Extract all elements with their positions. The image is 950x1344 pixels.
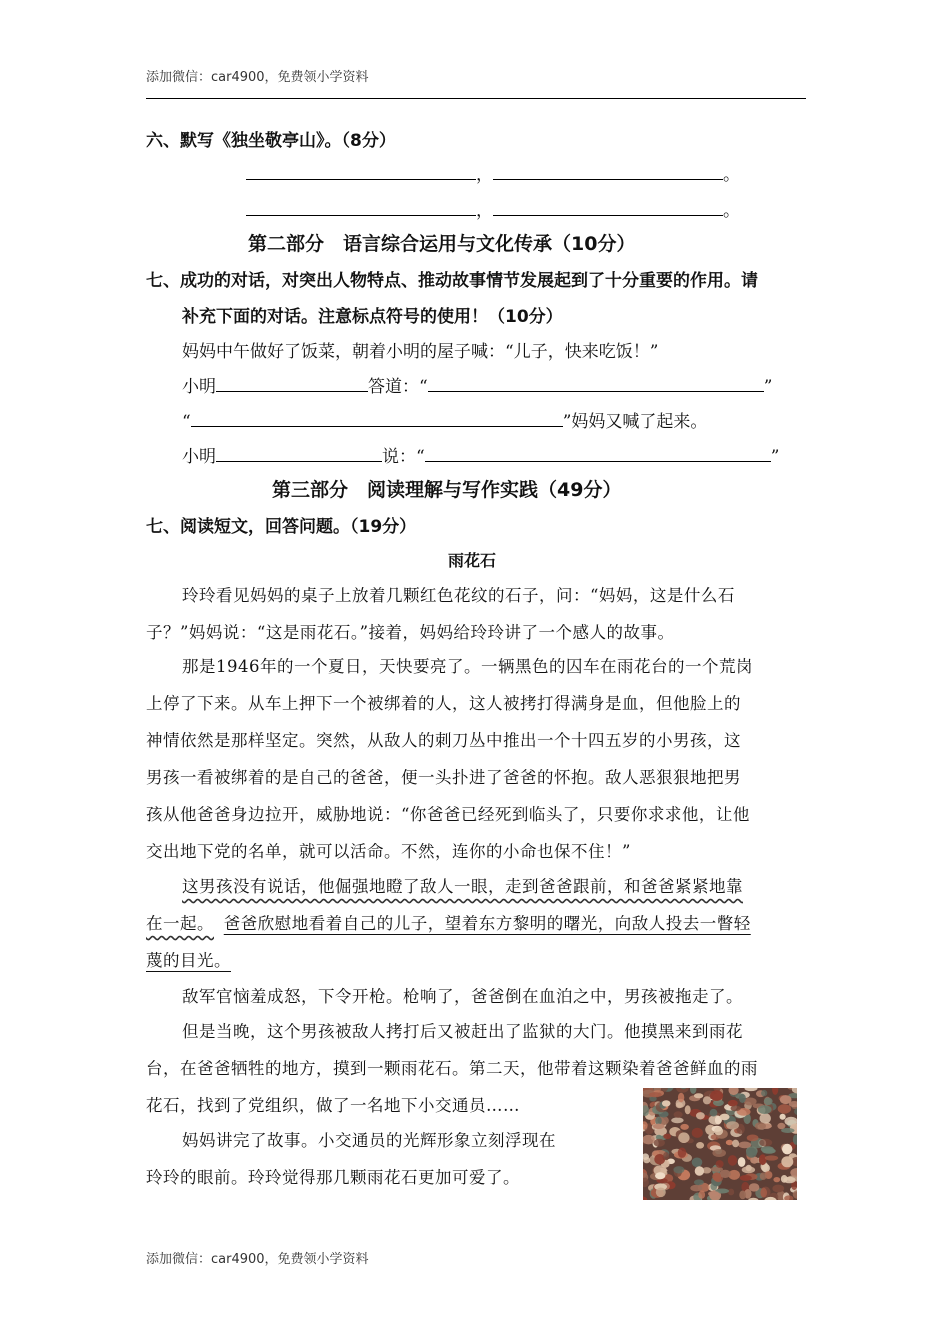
stone bbox=[738, 1157, 746, 1167]
text: 小明 bbox=[182, 377, 216, 397]
passage-line: 交出地下党的名单，就可以活命。不然，连你的小命也保不住！” bbox=[146, 842, 631, 861]
passage-line-wavy-underline: 这男孩没有说话，他倔强地瞪了敌人一眼，走到爸爸跟前，和爸爸紧紧地靠 bbox=[182, 877, 743, 896]
answer-blank[interactable] bbox=[425, 460, 771, 462]
dialog-line-3 bbox=[182, 407, 707, 432]
question-6-title: 六、默写《独坐敬亭山》。（8分） bbox=[146, 131, 396, 151]
text: ” bbox=[763, 377, 773, 397]
stone bbox=[773, 1177, 780, 1182]
stone bbox=[726, 1140, 733, 1145]
dialog-line-2 bbox=[182, 372, 772, 397]
stone bbox=[781, 1156, 793, 1167]
passage-line: 但是当晚，这个男孩被敌人拷打后又被赶出了监狱的大门。他摸黑来到雨花 bbox=[182, 1022, 743, 1041]
passage-line: 花石，找到了党组织，做了一名地下小交通员…… bbox=[146, 1096, 520, 1115]
stone bbox=[746, 1148, 757, 1158]
text: 答道：“ bbox=[368, 377, 428, 397]
stone bbox=[731, 1106, 741, 1112]
stone bbox=[710, 1109, 718, 1117]
stone bbox=[708, 1191, 719, 1196]
stone bbox=[728, 1155, 737, 1166]
passage-line: 玲玲的眼前。玲玲觉得那几颗雨花石更加可爱了。 bbox=[146, 1168, 520, 1187]
stone bbox=[678, 1093, 684, 1103]
stone bbox=[663, 1152, 669, 1160]
text: ”妈妈又喊了起来。 bbox=[562, 412, 708, 432]
punct: 。 bbox=[723, 165, 740, 185]
dialog-line-1: 妈妈中午做好了饭菜，朝着小明的屋子喊：“儿子，快来吃饭！” bbox=[182, 342, 659, 362]
text: 小明 bbox=[182, 447, 216, 467]
stone bbox=[777, 1123, 785, 1129]
answer-blank[interactable] bbox=[246, 214, 476, 216]
passage-line: 那是1946年的一个夏日，天快要亮了。一辆黑色的囚车在雨花台的一个荒岗 bbox=[182, 657, 753, 676]
text: “ bbox=[182, 412, 191, 432]
stone bbox=[714, 1127, 723, 1136]
stone bbox=[694, 1179, 704, 1185]
stone bbox=[758, 1105, 772, 1114]
stone bbox=[690, 1185, 702, 1192]
stone bbox=[673, 1166, 684, 1173]
stone bbox=[759, 1154, 767, 1165]
stone bbox=[710, 1090, 723, 1101]
stone bbox=[739, 1191, 746, 1200]
passage-line: 玲玲看见妈妈的桌子上放着几颗红色花纹的石子，问：“妈妈，这是什么石 bbox=[182, 586, 735, 605]
stone bbox=[761, 1090, 767, 1096]
stone bbox=[649, 1092, 662, 1097]
passage-line: 子？”妈妈说：“这是雨花石。”接着，妈妈给玲玲讲了一个感人的故事。 bbox=[146, 623, 675, 642]
passage-line: 神情依然是那样坚定。突然，从敌人的刺刀丛中推出一个十四五岁的小男孩，这 bbox=[146, 731, 741, 750]
punct: ， bbox=[476, 165, 493, 185]
stone bbox=[720, 1114, 730, 1121]
stone bbox=[678, 1132, 689, 1143]
stone bbox=[712, 1172, 721, 1181]
stone bbox=[643, 1157, 650, 1163]
header-divider bbox=[146, 98, 806, 99]
poem-line-2 bbox=[246, 196, 740, 221]
question-7-title-line-2: 补充下面的对话。注意标点符号的使用！（10分） bbox=[182, 307, 563, 327]
poem-line-1 bbox=[246, 160, 740, 185]
underlined-text: 爸爸欣慰地看着自己的儿子，望着东方黎明的曙光，向敌人投去一瞥轻 bbox=[223, 914, 751, 933]
stone bbox=[780, 1114, 786, 1120]
stone bbox=[720, 1170, 731, 1178]
question-7b-title: 七、阅读短文，回答问题。（19分） bbox=[146, 517, 417, 537]
part-2-title: 第二部分 语言综合运用与文化传承（10分） bbox=[248, 233, 636, 255]
punct: 。 bbox=[723, 201, 740, 221]
page-header: 添加微信：car4900，免费领小学资料 bbox=[146, 70, 369, 85]
stone bbox=[654, 1139, 665, 1147]
stone bbox=[680, 1124, 689, 1130]
stone bbox=[781, 1128, 794, 1133]
answer-blank[interactable] bbox=[428, 390, 764, 392]
answer-blank[interactable] bbox=[216, 460, 382, 462]
stone bbox=[732, 1140, 739, 1148]
passage-line: 男孩一看被绑着的是自己的爸爸，便一头扑进了爸爸的怀抱。敌人恶狠狠地把男 bbox=[146, 768, 741, 787]
stone bbox=[772, 1185, 784, 1193]
answer-blank[interactable] bbox=[493, 214, 723, 216]
page-footer: 添加微信：car4900，免费领小学资料 bbox=[146, 1252, 369, 1267]
passage-line-underline: 蔑的目光。 bbox=[146, 951, 231, 970]
stone bbox=[695, 1166, 704, 1176]
stone bbox=[653, 1124, 665, 1129]
part-3-title: 第三部分 阅读理解与写作实践（49分） bbox=[272, 479, 622, 501]
stone bbox=[759, 1139, 772, 1147]
stone bbox=[696, 1142, 704, 1149]
rain-flower-stones-photo bbox=[643, 1088, 797, 1200]
stone bbox=[728, 1100, 738, 1107]
stone bbox=[685, 1105, 691, 1114]
stone bbox=[742, 1166, 755, 1173]
stone bbox=[739, 1094, 746, 1103]
passage-line bbox=[146, 910, 751, 934]
stone bbox=[728, 1189, 734, 1196]
stone bbox=[712, 1149, 726, 1157]
stone bbox=[692, 1128, 703, 1138]
stone bbox=[783, 1177, 795, 1184]
stone bbox=[698, 1191, 705, 1199]
stone bbox=[726, 1121, 739, 1129]
text: ” bbox=[770, 447, 780, 467]
stone bbox=[760, 1173, 767, 1180]
stone bbox=[716, 1160, 724, 1168]
stone bbox=[663, 1134, 671, 1139]
wavy-underlined-text: 在一起。 bbox=[146, 914, 214, 933]
stone bbox=[755, 1122, 766, 1129]
answer-blank[interactable] bbox=[191, 425, 563, 427]
stone bbox=[674, 1111, 683, 1118]
stone bbox=[694, 1093, 703, 1098]
stone bbox=[703, 1096, 711, 1104]
stone bbox=[760, 1188, 767, 1198]
question-7-title-line-1: 七、成功的对话，对突出人物特点、推动故事情节发展起到了十分重要的作用。请 bbox=[146, 271, 758, 291]
stone bbox=[778, 1104, 791, 1114]
answer-blank[interactable] bbox=[493, 178, 723, 180]
passage-line: 妈妈讲完了故事。小交通员的光辉形象立刻浮现在 bbox=[182, 1131, 556, 1150]
answer-blank[interactable] bbox=[246, 178, 476, 180]
passage-line: 上停了下来。从车上押下一个被绑着的人，这人被拷打得满身是血，但他脸上的 bbox=[146, 694, 741, 713]
stone bbox=[656, 1188, 666, 1198]
stone bbox=[678, 1148, 687, 1158]
stones-illustration bbox=[643, 1088, 797, 1200]
stone bbox=[747, 1135, 759, 1142]
dialog-line-4 bbox=[182, 442, 779, 467]
stone bbox=[738, 1142, 751, 1149]
stone bbox=[760, 1113, 771, 1124]
stone bbox=[692, 1158, 703, 1168]
stone bbox=[749, 1183, 760, 1191]
stone bbox=[662, 1100, 671, 1106]
stone bbox=[782, 1144, 792, 1155]
stone bbox=[740, 1175, 752, 1181]
stone bbox=[764, 1098, 773, 1106]
answer-blank[interactable] bbox=[216, 390, 368, 392]
passage-line: 敌军官恼羞成怒，下令开枪。枪响了，爸爸倒在血泊之中，男孩被拖走了。 bbox=[182, 987, 743, 1006]
passage-line: 台，在爸爸牺牲的地方，摸到一颗雨花石。第二天，他带着这颗染着爸爸鲜血的雨 bbox=[146, 1059, 758, 1078]
stone bbox=[696, 1112, 705, 1119]
punct: ， bbox=[476, 201, 493, 221]
stone bbox=[761, 1146, 774, 1152]
stone bbox=[765, 1155, 778, 1160]
text: 说：“ bbox=[382, 447, 425, 467]
passage-line: 孩从他爸爸身边拉开，威胁地说：“你爸爸已经死到临头了，只要你求求他，让他 bbox=[146, 805, 750, 824]
passage-title: 雨花石 bbox=[448, 551, 497, 570]
stone bbox=[655, 1172, 665, 1179]
stone bbox=[671, 1117, 683, 1123]
